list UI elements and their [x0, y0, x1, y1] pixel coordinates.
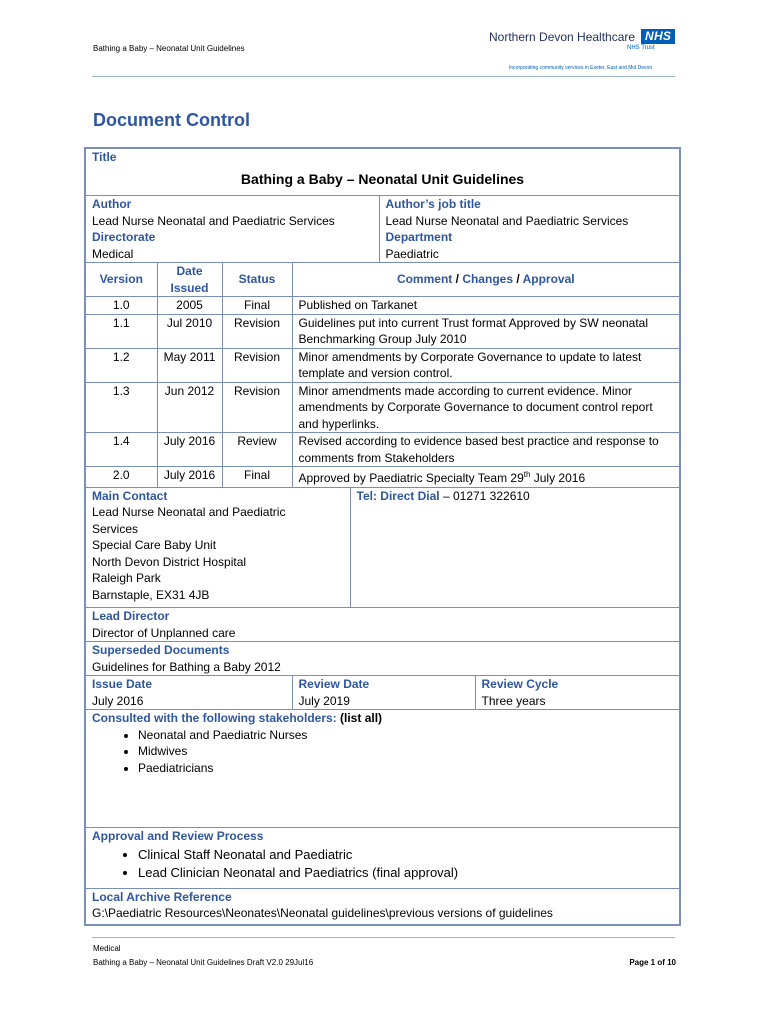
department-value: Paediatric [385, 246, 439, 261]
telephone-label: Tel: Direct Dial [356, 488, 440, 503]
document-title: Bathing a Baby – Neonatal Unit Guidelines [240, 170, 525, 187]
contact-line: Raleigh Park [92, 571, 161, 585]
consulted-heading [92, 710, 673, 727]
date-cell: July 2016 [157, 467, 222, 488]
review-cycle-label: Review Cycle [481, 677, 559, 691]
version-row [85, 467, 680, 488]
date-cell: May 2011 [157, 348, 222, 382]
consulted-note: (list all) [336, 711, 383, 725]
consulted-row [85, 710, 680, 828]
archive-label: Local Archive Reference [92, 889, 232, 904]
organisation-name: Northern Devon Healthcare [489, 30, 636, 44]
main-contact-row [85, 487, 680, 608]
issue-date-label: Issue Date [92, 677, 153, 691]
review-cycle-value: Three years [481, 693, 546, 708]
contact-line: Special Care Baby Unit [92, 538, 217, 552]
directorate-value: Medical [92, 246, 134, 261]
comment-cell: Published on Tarkanet [292, 297, 680, 315]
date-cell: Jun 2012 [157, 382, 222, 433]
review-date-label: Review Date [298, 677, 370, 691]
organisation-tagline: Incorporating community services in Exeter, East and Mid Devon [509, 65, 653, 71]
status-cell: Revision [222, 314, 292, 348]
dates-row [85, 676, 680, 710]
list-item: • Neonatal and Paediatric Nurses [138, 727, 673, 744]
footer-document-reference: Bathing a Baby – Neonatal Unit Guidelines Draft V2.0 29Jul16 [93, 958, 314, 967]
date-cell: 2005 [157, 297, 222, 315]
header-document-name: Bathing a Baby – Neonatal Unit Guidelines [93, 44, 245, 53]
status-cell: Final [222, 467, 292, 488]
author-value: Lead Nurse Neonatal and Paediatric Services [92, 213, 335, 228]
lead-director-value: Director of Unplanned care [92, 625, 236, 640]
title-label: Title [92, 150, 117, 164]
job-title-value: Lead Nurse Neonatal and Paediatric Services [385, 213, 629, 228]
archive-path: G:\Paediatric Resources\Neonates\Neonatal guidelines\previous versions of guidelines [92, 906, 553, 920]
comment-cell: Guidelines put into current Trust format Approved by SW neonatal Benchmarking Group July 2010 [292, 314, 680, 348]
contact-line: Lead Nurse Neonatal and Paediatric [92, 505, 286, 519]
date-issued-header: Date Issued [157, 263, 222, 297]
title-row [85, 148, 680, 196]
date-cell: July 2016 [157, 433, 222, 467]
status-cell: Final [222, 297, 292, 315]
status-cell: Revision [222, 348, 292, 382]
status-header: Status [222, 263, 292, 297]
list-item: • Lead Clinician Neonatal and Paediatrics (final approval) [138, 864, 673, 882]
telephone [357, 488, 674, 505]
list-item: • Paediatricians [138, 760, 673, 777]
document-control-table [84, 147, 681, 926]
department-label: Department [385, 230, 453, 244]
comment-header: Comment / Changes / Approval [292, 263, 680, 297]
comment-cell: Minor amendments made according to current evidence. Minor amendments by Corporate Governance to document control report and hyperlinks. [292, 382, 680, 433]
status-cell: Review [222, 433, 292, 467]
footer-divider [92, 937, 675, 938]
version-row [85, 433, 680, 467]
version-header: Version [85, 263, 157, 297]
comment-cell: Minor amendments by Corporate Governance to update to latest template and version control. [292, 348, 680, 382]
superseded-row [85, 642, 680, 676]
version-row [85, 348, 680, 382]
author-row [85, 196, 680, 263]
list-item: • Clinical Staff Neonatal and Paediatric [138, 846, 673, 864]
approval-list [92, 846, 673, 882]
date-cell: Jul 2010 [157, 314, 222, 348]
consulted-list [92, 727, 673, 777]
comment-cell: Revised according to evidence based best practice and response to comments from Stakeholders [292, 433, 680, 467]
trust-label: NHS Trust [627, 45, 655, 51]
approval-label: Approval and Review Process [92, 829, 264, 843]
comment-cell: Approved by Paediatric Specialty Team 29th July 2016 [292, 467, 680, 488]
lead-director-row [85, 608, 680, 642]
issue-date-value: July 2016 [92, 693, 144, 708]
main-contact-label: Main Contact [92, 488, 168, 503]
consulted-label: Consulted with the following stakeholders: [92, 711, 337, 725]
lead-director-label: Lead Director [92, 609, 170, 623]
directorate-label: Directorate [92, 230, 156, 244]
contact-line: Barnstaple, EX31 4JB [92, 587, 210, 602]
version-cell: 1.3 [85, 382, 157, 433]
version-row [85, 314, 680, 348]
status-cell: Revision [222, 382, 292, 433]
page-title: Document Control [93, 110, 250, 130]
telephone-value: – 01271 322610 [439, 488, 530, 503]
superseded-label: Superseded Documents [92, 643, 230, 657]
version-cell: 1.1 [85, 314, 157, 348]
header-divider [92, 76, 675, 77]
version-row [85, 297, 680, 315]
approval-row [85, 828, 680, 889]
nhs-logo: NHS [641, 29, 675, 44]
footer-directorate: Medical [93, 944, 121, 953]
version-cell: 1.0 [85, 297, 157, 315]
version-cell: 1.4 [85, 433, 157, 467]
version-header-row [85, 263, 680, 297]
job-title-label: Author’s job title [385, 197, 481, 211]
version-row [85, 382, 680, 433]
list-item: • Midwives [138, 743, 673, 760]
contact-line: Services [92, 521, 139, 536]
version-cell: 2.0 [85, 467, 157, 488]
archive-row [85, 888, 680, 925]
version-cell: 1.2 [85, 348, 157, 382]
contact-line: North Devon District Hospital [92, 554, 247, 569]
superseded-value: Guidelines for Bathing a Baby 2012 [92, 659, 281, 674]
author-label: Author [92, 197, 132, 211]
page-number: Page 1 of 10 [629, 958, 676, 967]
review-date-value: July 2019 [298, 693, 350, 708]
